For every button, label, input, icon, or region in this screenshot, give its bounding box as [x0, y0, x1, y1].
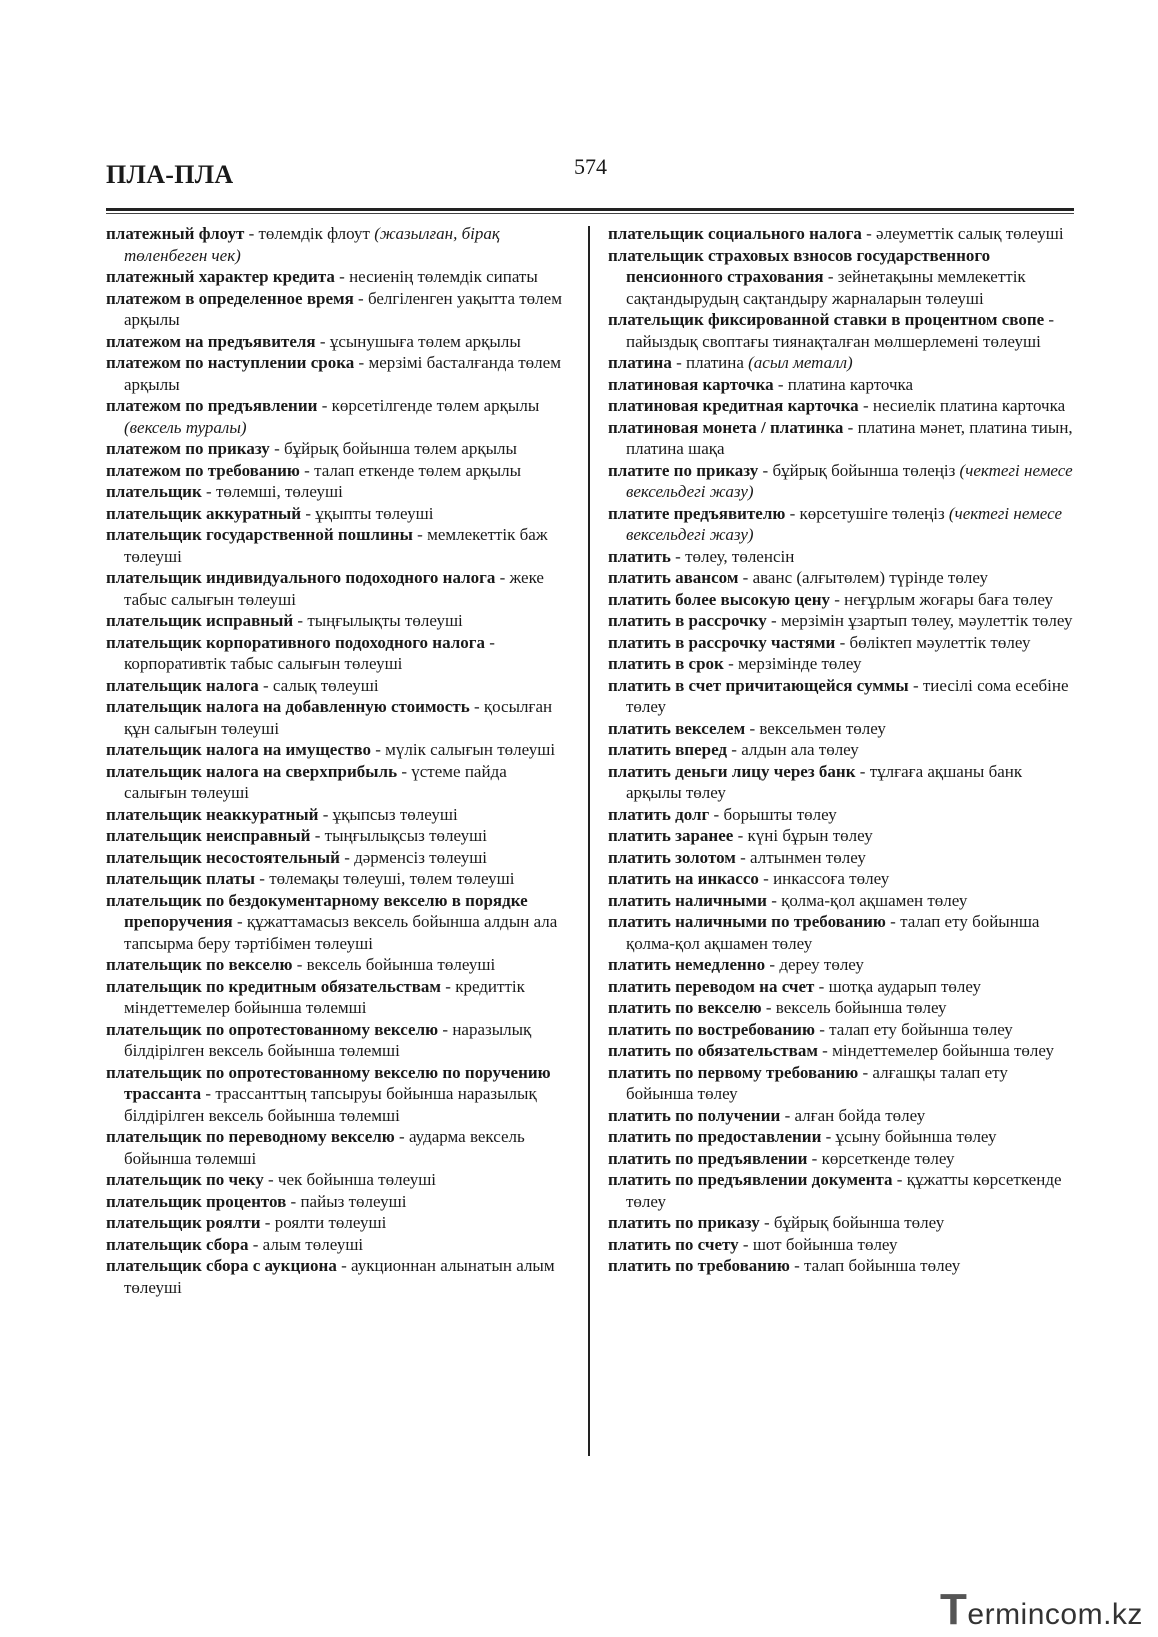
entry-term: платежом по приказу [106, 439, 270, 458]
entry-term: платить немедленно [608, 955, 766, 974]
dictionary-entry: платить вперед - алдын ала төлеу [608, 740, 859, 759]
dictionary-entry: плательщик по опротестованному векселю по поручению трассанта - трассанттың тапсыруы бойынша наразылық білдірілген вексель бойынша төлемші [106, 1062, 551, 1125]
entry-term: плательщик налога на добавленную стоимость [106, 697, 470, 716]
entry-term: платить по предоставлении [608, 1127, 822, 1146]
dictionary-entry: плательщик несостоятельный - дәрменсіз төлеуші [106, 847, 488, 867]
entry-definition: вексель бойынша төлеу [775, 998, 947, 1017]
entry-term: платить по векселю [608, 998, 762, 1017]
entry-term: платежом по предъявлении [106, 396, 318, 415]
entry-term: платить авансом [608, 568, 739, 587]
entry-definition: төлемші, төлеуші [215, 482, 343, 501]
entry-definition: бұйрық бойынша төлеңіз [772, 460, 956, 480]
left-column [106, 223, 566, 1298]
entry-term: плательщик [106, 482, 202, 501]
dictionary-entry: платить по счету - шот бойынша төлеу [608, 1234, 898, 1254]
entry-term: платить долг [608, 804, 710, 824]
entry-term: платите по приказу [608, 460, 759, 480]
entry-term: плательщик по чеку [106, 1170, 264, 1189]
entry-definition: салық төлеуші [272, 675, 379, 695]
watermark-logo [940, 1585, 1143, 1635]
entry-definition: белгіленген уақытта төлем арқылы [124, 288, 562, 329]
entry-term: плательщик индивидуального подоходного налога [106, 568, 496, 587]
entry-term: платить деньги лицу через банк [608, 761, 856, 781]
entry-term: платежный характер кредита [106, 267, 335, 286]
dictionary-entry: платежный флоут - төлемдік флоут (жазылған, бірақ төленбеген чек) [106, 224, 500, 265]
dictionary-entry: плательщик налога - салық төлеуші [106, 675, 379, 695]
watermark-text: ermincom.kz [967, 1598, 1143, 1631]
entry-definition: шотқа аударып төлеу [828, 976, 982, 996]
dictionary-entry: платить немедленно - дереу төлеу [608, 955, 864, 974]
entry-definition: талап еткенде төлем арқылы [314, 460, 522, 480]
entry-definition: ұқыпсыз төлеуші [332, 804, 458, 824]
dictionary-entry: платиновая карточка - платина карточка [608, 374, 914, 394]
entry-definition: алтынмен төлеу [750, 847, 866, 867]
dictionary-entry: плательщик налога на сверхприбыль - үстеме пайда салығын төлеуші [106, 761, 507, 802]
entry-term: платить по получении [608, 1105, 781, 1125]
entry-definition: наразылық білдірілген вексель бойынша төлемші [124, 1019, 532, 1060]
dictionary-entry: платить по предъявлении - көрсеткенде төлеу [608, 1148, 955, 1168]
entry-term: плательщик социального налога [608, 224, 862, 243]
entry-definition: несиенің төлемдік сипаты [349, 267, 538, 286]
dictionary-entry: плательщик по переводному векселю - аударма вексель бойынша төлемші [106, 1127, 525, 1168]
entry-term: плательщик платы [106, 869, 256, 888]
dictionary-entry: платина - платина (асыл металл) [608, 353, 853, 372]
entry-definition: көрсетілгенде төлем арқылы [331, 396, 540, 415]
entry-definition: төлемдік флоут [258, 224, 370, 243]
dictionary-entry: платежом по приказу - бұйрық бойынша төлем арқылы [106, 439, 517, 458]
dictionary-entry: платить авансом - аванс (алғытөлем) түрінде төлеу [608, 568, 988, 587]
entry-definition: несиелік платина карточка [872, 396, 1066, 415]
dictionary-entry: платить в срок - мерзімінде төлеу [608, 654, 862, 673]
entry-note: (асыл металл) [748, 353, 853, 372]
dictionary-entry: платежом по наступлении срока - мерзімі басталғанда төлем арқылы [106, 353, 561, 394]
entry-term: платежом на предъявителя [106, 331, 316, 351]
dictionary-entry: платить заранее - күні бұрын төлеу [608, 826, 873, 845]
header-title: ПЛА-ПЛА [106, 160, 234, 189]
entry-term: платить по требованию [608, 1256, 790, 1275]
entry-definition: талап ету бойынша қолма-қол ақшамен төлеу [626, 912, 1040, 953]
entry-term: плательщик по кредитным обязательствам [106, 976, 442, 996]
page-number: 574 [574, 154, 607, 179]
dictionary-entry: платить в рассрочку частями - бөліктеп мәулеттік төлеу [608, 632, 1031, 652]
dictionary-entry: платежом в определенное время - белгіленген уақытта төлем арқылы [106, 288, 562, 329]
dictionary-entry: платить по требованию - талап бойынша төлеу [608, 1256, 961, 1275]
entry-definition: роялти төлеуші [274, 1213, 387, 1232]
entry-note: (жазылған, бірақ төленбеген чек) [124, 224, 500, 265]
dictionary-entry: плательщик исправный - тыңғылықты төлеуші [106, 611, 463, 630]
entry-definition: борышты төлеу [723, 804, 837, 824]
entry-term: плательщик сбора [106, 1234, 249, 1254]
entry-term: платить более высокую цену [608, 589, 830, 609]
entry-term: платить по предъявлении [608, 1148, 808, 1168]
dictionary-entry: платить - төлеу, төленсін [608, 546, 795, 566]
dictionary-entry: платиновая кредитная карточка - несиелік платина карточка [608, 396, 1066, 415]
entry-term: платежный флоут [106, 224, 245, 243]
entry-term: плательщик по переводному векселю [106, 1127, 395, 1146]
dictionary-entry: платежом по предъявлении - көрсетілгенде төлем арқылы (вексель туралы) [106, 396, 540, 437]
entry-term: плательщик аккуратный [106, 503, 302, 523]
dictionary-entry: плательщик страховых взносов государственного пенсионного страхования - зейнетақыны мемлекеттік сақтандырудың сақтандыру жарналарын төлеуші [608, 245, 1026, 308]
dictionary-entry: платить на инкассо - инкассоға төлеу [608, 869, 890, 888]
entry-term: плательщик налога на имущество [106, 740, 371, 759]
entry-definition: пайыз төлеуші [300, 1191, 407, 1211]
entry-definition: корпоративтік табыс салығын төлеуші [124, 654, 403, 673]
entry-definition: ұсыну бойынша төлеу [835, 1127, 997, 1146]
entry-term: платежом в определенное время [106, 288, 354, 308]
entry-definition: талап ету бойынша төлеу [829, 1019, 1013, 1039]
dictionary-entry: платить в счет причитающейся суммы - тиесілі сома есебіне төлеу [608, 675, 1069, 716]
dictionary-entry: плательщик роялти - роялти төлеуші [106, 1213, 387, 1232]
entry-definition: мерзімі басталғанда төлем арқылы [124, 353, 561, 394]
dictionary-entry: плательщик сбора с аукциона - аукционнан алынатын алым төлеуші [106, 1256, 555, 1297]
entry-definition: платина [686, 353, 744, 372]
entry-definition: үстеме пайда салығын төлеуші [124, 761, 507, 802]
dictionary-entry: платить долг - борышты төлеу [608, 804, 837, 824]
entry-term: плательщик несостоятельный [106, 847, 340, 867]
dictionary-entry: платите предъявителю - көрсетушіге төлеңіз (чектегі немесе вексельдегі жазу) [608, 503, 1062, 544]
entry-note: (чектегі немесе вексельдегі жазу) [626, 503, 1062, 544]
entry-definition: тыңғылықты төлеуші [307, 611, 463, 630]
entry-term: платить вперед [608, 740, 728, 759]
entry-note: (вексель туралы) [124, 417, 247, 437]
entry-term: плательщик налога на сверхприбыль [106, 761, 398, 781]
entry-definition: жеке табыс салығын төлеуші [124, 568, 544, 609]
dictionary-entry: платить переводом на счет - шотқа аударып төлеу [608, 976, 982, 996]
dictionary-entry: платить в рассрочку - мерзімін ұзартып төлеу, мәулеттік төлеу [608, 611, 1073, 630]
dictionary-entry: плательщик по опротестованному векселю - наразылық білдірілген вексель бойынша төлемші [106, 1019, 532, 1060]
entry-term: плательщик неаккуратный [106, 804, 319, 824]
entry-term: платить по востребованию [608, 1019, 815, 1039]
entry-term: платите предъявителю [608, 503, 786, 523]
dictionary-entry: плательщик неисправный - тыңғылықсыз төлеуші [106, 826, 487, 845]
entry-term: платить в рассрочку [608, 611, 767, 630]
dictionary-entry: плательщик налога на добавленную стоимость - қосылған құн салығын төлеуші [106, 697, 553, 738]
entry-definition: бұйрық бойынша төлеу [773, 1213, 945, 1232]
entry-definition: бөліктеп мәулеттік төлеу [849, 632, 1031, 652]
entry-term: плательщик по бездокументарному векселю в порядке препоручения [106, 890, 528, 931]
dictionary-entry: плательщик неаккуратный - ұқыпсыз төлеуші [106, 804, 458, 824]
entry-definition: қолма-қол ақшамен төлеу [781, 890, 968, 910]
dictionary-entry: плательщик - төлемші, төлеуші [106, 482, 343, 501]
entry-term: плательщик фиксированной ставки в процентном свопе [608, 310, 1045, 329]
entry-term: плательщик государственной пошлины [106, 525, 413, 544]
dictionary-entry: платить по приказу - бұйрық бойынша төлеу [608, 1213, 945, 1232]
entry-definition: тыңғылықсыз төлеуші [324, 826, 487, 845]
entry-definition: құжатты көрсеткенде төлеу [626, 1170, 1062, 1211]
entry-term: платить золотом [608, 847, 736, 867]
entry-term: плательщик по опротестованному векселю по поручению трассанта [106, 1062, 551, 1103]
entry-definition: шот бойынша төлеу [752, 1234, 898, 1254]
entry-definition: аукционнан алынатын алым төлеуші [124, 1256, 555, 1297]
entry-term: платить заранее [608, 826, 734, 845]
entry-definition: мемлекеттік баж төлеуші [124, 525, 548, 566]
entry-term: плательщик роялти [106, 1213, 261, 1232]
dictionary-entry: плательщик корпоративного подоходного налога - корпоративтік табыс салығын төлеуші [106, 632, 495, 673]
dictionary-entry: платежом по требованию - талап еткенде төлем арқылы [106, 460, 522, 480]
entry-definition: әлеуметтік салық төлеуші [876, 224, 1064, 243]
entry-term: плательщик по опротестованному векселю [106, 1019, 439, 1039]
dictionary-entry: плательщик индивидуального подоходного налога - жеке табыс салығын төлеуші [106, 568, 544, 609]
entry-term: платить наличными [608, 890, 767, 910]
dictionary-entry: плательщик фиксированной ставки в процентном свопе - пайыздық своптағы тиянақталған мөлшерлемені төлеуші [608, 310, 1055, 351]
entry-term: платиновая монета / платинка [608, 417, 844, 437]
dictionary-entry: плательщик по кредитным обязательствам - кредиттік міндеттемелер бойынша төлемші [106, 976, 525, 1017]
entry-definition: аударма вексель бойынша төлемші [124, 1127, 525, 1168]
entry-definition: талап бойынша төлеу [804, 1256, 961, 1275]
entry-term: платина [608, 353, 672, 372]
entry-term: плательщик страховых взносов государственного пенсионного страхования [608, 245, 991, 286]
entry-definition: төлемақы төлеуші, төлем төлеуші [269, 869, 515, 888]
entry-definition: платина мәнет, платина тиын, платина шақа [626, 417, 1073, 458]
entry-term: платить в срок [608, 654, 724, 673]
entry-definition: ұсынушыға төлем арқылы [329, 331, 521, 351]
entry-definition: чек бойынша төлеуші [277, 1170, 437, 1189]
entry-term: плательщик корпоративного подоходного налога [106, 632, 485, 652]
dictionary-entry: платить по первому требованию - алғашқы талап ету бойынша төлеу [608, 1062, 1008, 1103]
entry-definition: алған бойда төлеу [794, 1105, 926, 1125]
entry-term: платить переводом на счет [608, 976, 815, 996]
dictionary-entry: плательщик по бездокументарному векселю в порядке препоручения - құжаттамасыз вексель бойынша алдын ала тапсырма беру тәртібімен төлеуші [106, 890, 558, 953]
entry-note: (чектегі немесе вексельдегі жазу) [626, 460, 1073, 501]
entry-definition: көрсеткенде төлеу [821, 1148, 955, 1168]
dictionary-entry: плательщик социального налога - әлеуметтік салық төлеуші [608, 224, 1064, 243]
entry-definition: мерзімін ұзартып төлеу, мәулеттік төлеу [780, 611, 1073, 630]
entry-term: платиновая карточка [608, 374, 774, 394]
entry-definition: пайыздық своптағы тиянақталған мөлшерлемені төлеуші [626, 331, 1041, 351]
dictionary-entry: платить золотом - алтынмен төлеу [608, 847, 866, 867]
dictionary-entry: плательщик государственной пошлины - мемлекеттік баж төлеуші [106, 525, 548, 566]
dictionary-entry: платить по получении - алған бойда төлеу [608, 1105, 926, 1125]
entry-definition: күні бұрын төлеу [747, 826, 873, 845]
entry-term: платить по счету [608, 1234, 739, 1254]
entry-term: плательщик неисправный [106, 826, 311, 845]
entry-definition: тұлғаға ақшаны банк арқылы төлеу [626, 761, 1023, 802]
dictionary-entry: платить более высокую цену - неғұрлым жоғары баға төлеу [608, 589, 1053, 609]
dictionary-entry: плательщик налога на имущество - мүлік салығын төлеуші [106, 740, 556, 759]
entry-definition: алдын ала төлеу [741, 740, 859, 759]
dictionary-entry: платежный характер кредита - несиенің төлемдік сипаты [106, 267, 538, 286]
entry-term: платить по обязательствам [608, 1041, 818, 1060]
entry-definition: мерзімінде төлеу [738, 654, 862, 673]
entry-definition: аванс (алғытөлем) түрінде төлеу [752, 568, 988, 587]
page-header [106, 154, 1074, 210]
entry-term: платить по приказу [608, 1213, 760, 1232]
entry-definition: міндеттемелер бойынша төлеу [832, 1041, 1055, 1060]
dictionary-entry: плательщик сбора - алым төлеуші [106, 1234, 364, 1254]
column-divider [588, 226, 590, 1456]
entry-definition: ұқыпты төлеуші [315, 503, 434, 523]
entry-definition: құжаттамасыз вексель бойынша алдын ала тапсырма беру тәртібімен төлеуші [124, 912, 558, 953]
entry-definition: кредиттік міндеттемелер бойынша төлемші [124, 976, 525, 1017]
entry-term: плательщик налога [106, 675, 259, 695]
entry-definition: бұйрық бойынша төлем арқылы [283, 439, 517, 458]
dictionary-entry: плательщик аккуратный - ұқыпты төлеуші [106, 503, 434, 523]
dictionary-entry: платить векселем - вексельмен төлеу [608, 718, 886, 738]
entry-definition: көрсетушіге төлеңіз [799, 503, 945, 523]
dictionary-entry: платить по обязательствам - міндеттемелер бойынша төлеу [608, 1041, 1055, 1060]
entry-definition: тиесілі сома есебіне төлеу [626, 675, 1069, 716]
entry-term: платить векселем [608, 718, 746, 738]
entry-term: платежом по наступлении срока [106, 353, 355, 372]
dictionary-entry: платить наличными по требованию - талап ету бойынша қолма-қол ақшамен төлеу [608, 912, 1040, 953]
entry-term: плательщик процентов [106, 1191, 287, 1211]
dictionary-entry: плательщик процентов - пайыз төлеуші [106, 1191, 407, 1211]
entry-definition: алғашқы талап ету бойынша төлеу [626, 1062, 1008, 1103]
header-rule [106, 208, 1074, 211]
dictionary-entry: плательщик платы - төлемақы төлеуші, төлем төлеуші [106, 869, 515, 888]
dictionary-entry: платить по предоставлении - ұсыну бойынша төлеу [608, 1127, 997, 1146]
entry-term: платить [608, 546, 671, 566]
entry-term: плательщик исправный [106, 611, 294, 630]
entry-term: платить по предъявлении документа [608, 1170, 893, 1189]
dictionary-entry: плательщик по векселю - вексель бойынша төлеуші [106, 955, 496, 974]
entry-term: платить на инкассо [608, 869, 759, 888]
dictionary-entry: платить по предъявлении документа - құжатты көрсеткенде төлеу [608, 1170, 1062, 1211]
entry-term: платить в счет причитающейся суммы [608, 675, 909, 695]
entry-definition: вексельмен төлеу [759, 718, 886, 738]
entry-term: плательщик сбора с аукциона [106, 1256, 337, 1275]
dictionary-entry: платежом на предъявителя - ұсынушыға төлем арқылы [106, 331, 521, 351]
entry-definition: қосылған құн салығын төлеуші [124, 697, 553, 738]
dictionary-entry: платить по востребованию - талап ету бойынша төлеу [608, 1019, 1013, 1039]
entry-definition: дәрменсіз төлеуші [354, 847, 488, 867]
dictionary-entry: платите по приказу - бұйрық бойынша төлеңіз (чектегі немесе вексельдегі жазу) [608, 460, 1073, 501]
header-rule-thin [106, 213, 1074, 214]
entry-definition: инкассоға төлеу [773, 869, 890, 888]
right-column [608, 223, 1074, 1277]
entry-term: платить в рассрочку частями [608, 632, 836, 652]
entry-term: плательщик по векселю [106, 955, 293, 974]
entry-definition: неғұрлым жоғары баға төлеу [844, 589, 1053, 609]
dictionary-entry: платить по векселю - вексель бойынша төлеу [608, 998, 947, 1017]
entry-term: платить наличными по требованию [608, 912, 886, 931]
entry-definition: зейнетақыны мемлекеттік сақтандырудың сақтандыру жарналарын төлеуші [626, 267, 1026, 308]
entry-term: платить по первому требованию [608, 1062, 859, 1082]
dictionary-entry: платить наличными - қолма-қол ақшамен төлеу [608, 890, 968, 910]
dictionary-entry: плательщик по чеку - чек бойынша төлеуші [106, 1170, 437, 1189]
entry-definition: дереу төлеу [779, 955, 864, 974]
entry-term: платиновая кредитная карточка [608, 396, 859, 415]
entry-definition: мүлік салығын төлеуші [385, 740, 556, 759]
dictionary-entry: платить деньги лицу через банк - тұлғаға ақшаны банк арқылы төлеу [608, 761, 1023, 802]
entry-definition: төлеу, төленсін [685, 546, 795, 566]
entry-definition: трассанттың тапсыруы бойынша наразылық білдірілген вексель бойынша төлемші [124, 1084, 537, 1125]
entry-term: платежом по требованию [106, 460, 300, 480]
watermark-letter: T [940, 1585, 968, 1634]
entry-definition: алым төлеуші [262, 1234, 364, 1254]
entry-definition: платина карточка [787, 374, 914, 394]
entry-definition: вексель бойынша төлеуші [306, 955, 496, 974]
dictionary-entry: платиновая монета / платинка - платина мәнет, платина тиын, платина шақа [608, 417, 1073, 458]
